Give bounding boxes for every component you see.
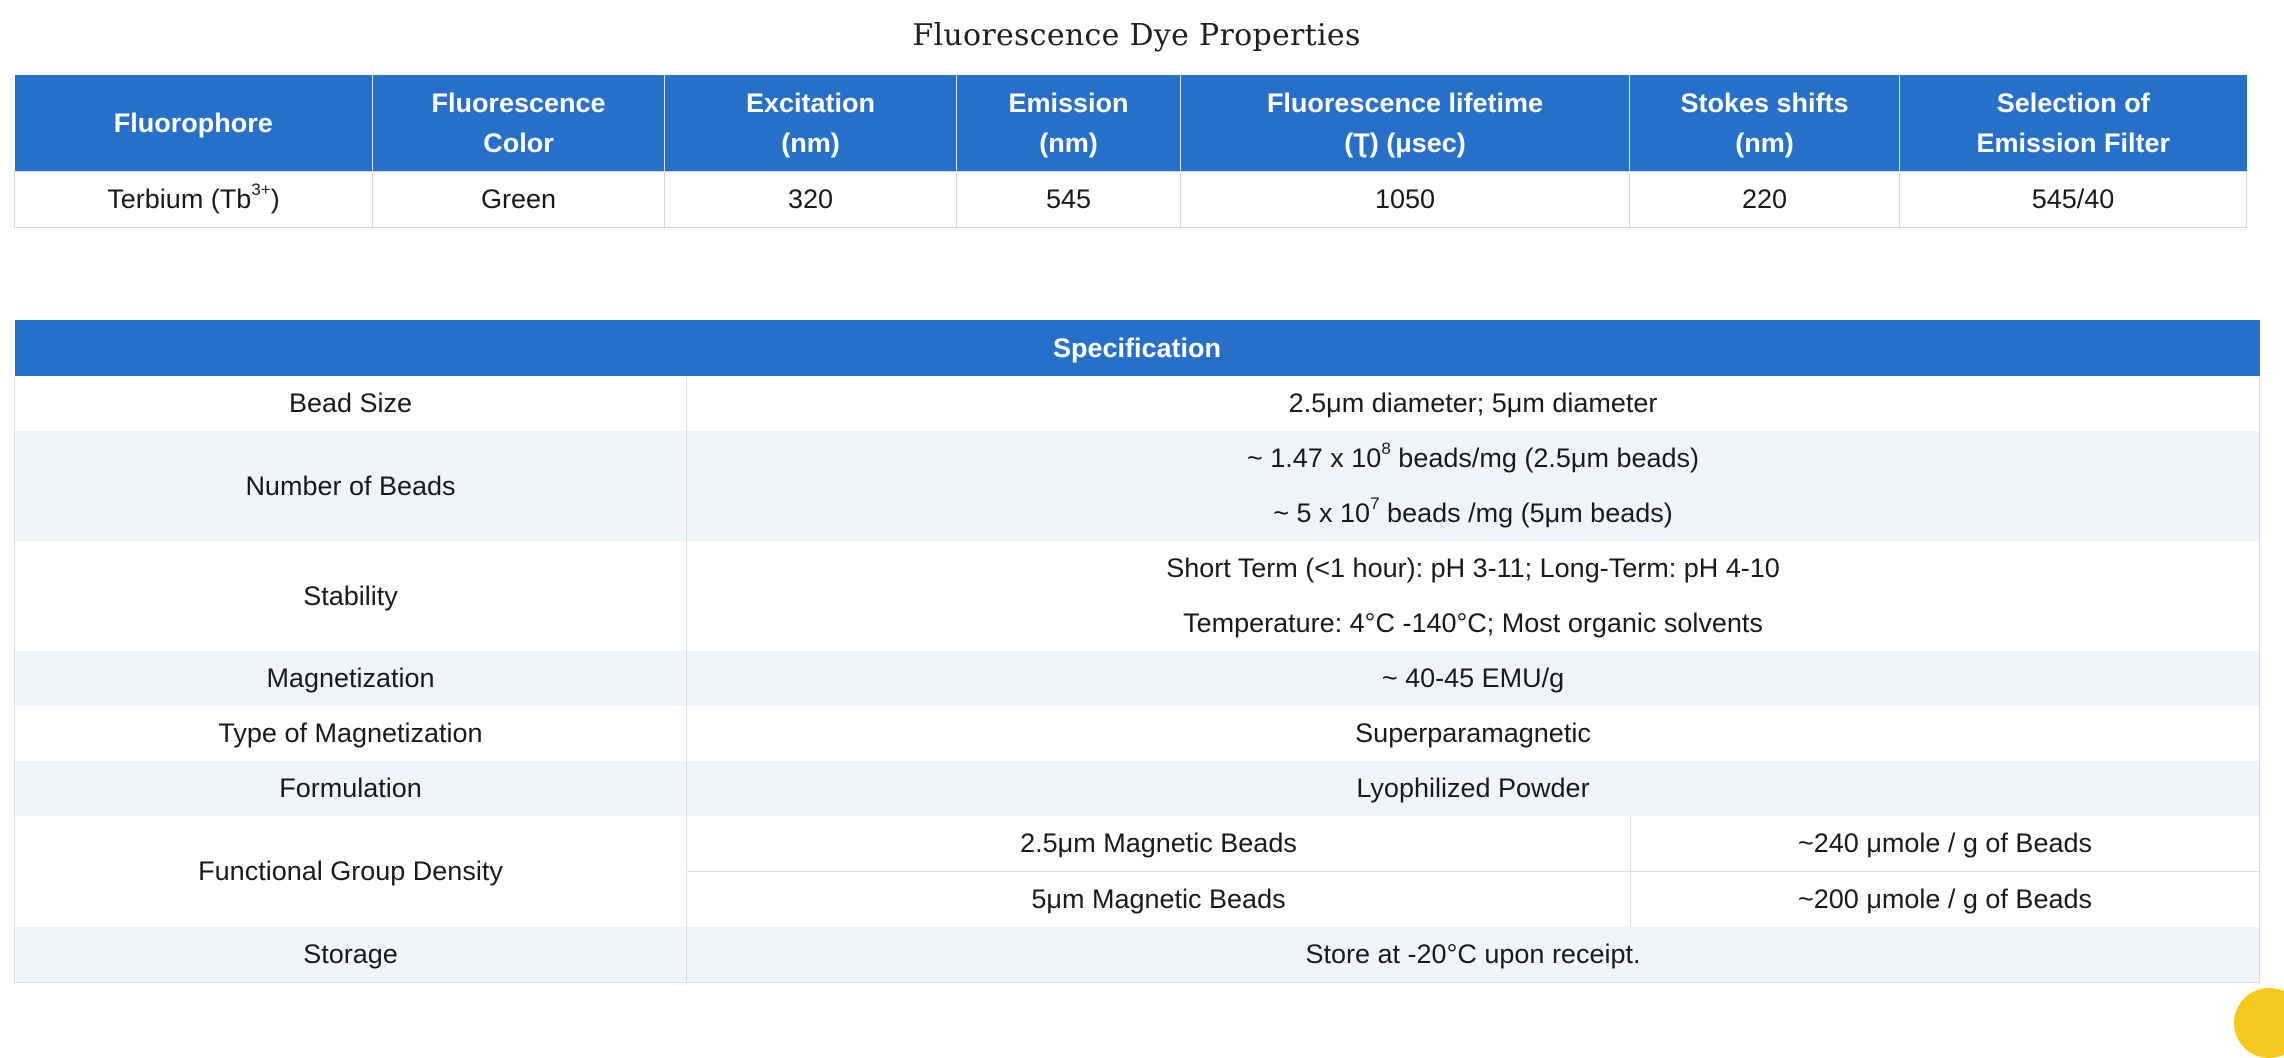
spec-fgd-name-2: 5μm Magnetic Beads xyxy=(687,872,1631,928)
spec-value-number-of-beads-1: ~ 1.47 x $10^8$ beads/mg (2.5μm beads) xyxy=(687,431,2260,486)
cell-emission: 545 xyxy=(957,172,1181,228)
spec-label-magnetization: Magnetization xyxy=(15,651,687,706)
cell-color: Green xyxy=(373,172,665,228)
table-row xyxy=(15,376,2260,431)
cell-excitation: 320 xyxy=(665,172,957,228)
spec-fgd-value-2: ~200 μmole / g of Beads xyxy=(1631,872,2260,928)
table-row xyxy=(15,816,2260,872)
spec-value-storage: Store at -20°C upon receipt. xyxy=(687,927,2260,983)
header-fluorescence-color: Fluorescence Color xyxy=(373,75,665,172)
header-excitation: Excitation (nm) xyxy=(665,75,957,172)
spec-label-stability: Stability xyxy=(15,541,687,651)
spec-value-number-of-beads-2: ~ 5 x $10^7$ beads /mg (5μm beads) xyxy=(687,486,2260,541)
spec-label-type-of-magnetization: Type of Magnetization xyxy=(15,706,687,761)
table-row xyxy=(15,761,2260,816)
spec-value-bead-size: 2.5μm diameter; 5μm diameter xyxy=(687,376,2260,431)
header-fluorophore: Fluorophore xyxy=(15,75,373,172)
spec-fgd-name-1: 2.5μm Magnetic Beads xyxy=(687,816,1631,872)
spec-value-stability-2: Temperature: 4°C -140°C; Most organic solvents xyxy=(687,596,2260,651)
spec-label-storage: Storage xyxy=(15,927,687,983)
specification-header: Specification xyxy=(15,320,2260,376)
cell-stokes: 220 xyxy=(1630,172,1900,228)
spec-fgd-value-1: ~240 μmole / g of Beads xyxy=(1631,816,2260,872)
dye-properties-table xyxy=(14,75,2247,228)
cell-fluorophore: Terbium $(Tb^{3+})$ xyxy=(15,172,373,228)
table-row xyxy=(15,927,2260,983)
spec-value-stability-1: Short Term (<1 hour): pH 3-11; Long-Term: pH 4-10 xyxy=(687,541,2260,596)
table-row xyxy=(15,541,2260,596)
header-stokes-shifts: Stokes shifts (nm) xyxy=(1630,75,1900,172)
spec-label-bead-size: Bead Size xyxy=(15,376,687,431)
cell-filter: 545/40 xyxy=(1900,172,2247,228)
cell-lifetime: 1050 xyxy=(1181,172,1630,228)
header-fluorescence-lifetime: Fluorescence lifetime (Ʈ) (μsec) xyxy=(1181,75,1630,172)
dye-properties-title: Fluorescence Dye Properties xyxy=(912,18,1361,53)
spec-value-type-of-magnetization: Superparamagnetic xyxy=(687,706,2260,761)
spec-label-functional-group-density: Functional Group Density xyxy=(15,816,687,927)
spec-value-formulation: Lyophilized Powder xyxy=(687,761,2260,816)
table-row xyxy=(15,706,2260,761)
spec-label-number-of-beads: Number of Beads xyxy=(15,431,687,541)
specification-table xyxy=(14,320,2260,983)
floating-widget-button[interactable] xyxy=(2234,988,2284,1058)
table-row xyxy=(15,651,2260,706)
header-emission: Emission (nm) xyxy=(957,75,1181,172)
table-row xyxy=(15,172,2247,228)
header-emission-filter: Selection of Emission Filter xyxy=(1900,75,2247,172)
dye-header-row xyxy=(15,75,2247,172)
table-row xyxy=(15,431,2260,486)
spec-value-magnetization: ~ 40-45 EMU/g xyxy=(687,651,2260,706)
spec-label-formulation: Formulation xyxy=(15,761,687,816)
